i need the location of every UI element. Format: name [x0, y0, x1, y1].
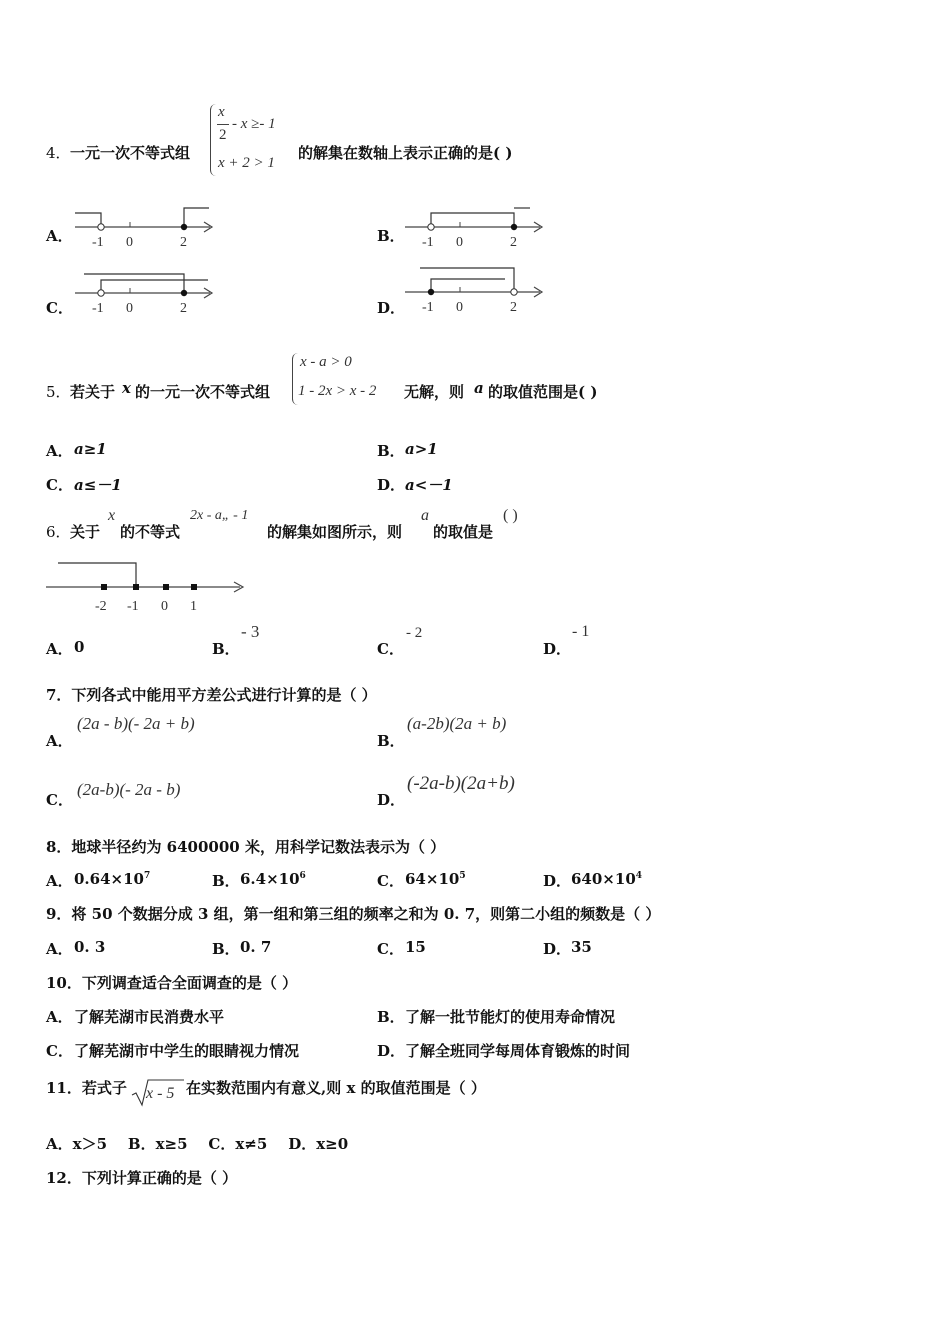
q10-option-a-text: 了解芜湖市民消费水平	[74, 1008, 225, 1026]
q7-option-d-label[interactable]: D．	[377, 791, 406, 809]
q6-stem-pre: 关于	[70, 523, 101, 541]
q4-option-b-number-line	[400, 202, 550, 252]
q7-option-c-label[interactable]: C．	[46, 791, 73, 809]
q8-option-a-label[interactable]: A．	[46, 872, 73, 890]
q10-option-c-text: 了解芜湖市中学生的眼睛视力情况	[74, 1042, 300, 1060]
q8-option-b-label[interactable]: B．	[212, 872, 240, 890]
q4-frac-den: 2	[219, 127, 227, 143]
q8d-exp: 4	[635, 871, 643, 881]
q5-option-b-label[interactable]: B．	[377, 442, 405, 460]
q6-option-b-text: - 3	[241, 622, 260, 641]
q5-number: 5．	[46, 383, 71, 401]
q10-option-c-label[interactable]: C．	[46, 1042, 73, 1060]
q5-sys-line1: x - a > 0	[300, 354, 352, 370]
q5-option-a-label[interactable]: A．	[46, 442, 73, 460]
q8b-exp: 6	[299, 871, 306, 881]
q7-option-b-label[interactable]: B．	[377, 732, 405, 750]
q5-var-x: x	[122, 379, 131, 397]
q8a-base: 0.64×10	[74, 870, 144, 888]
q4c-tick-2: 2	[180, 301, 187, 316]
q6-option-a-label[interactable]: A．	[46, 640, 73, 658]
q5-option-c-text: a≤－1	[74, 476, 122, 494]
q7-option-b-expr: (a-2b)(2a + b)	[407, 714, 507, 733]
q10-option-d-text: 了解全班同学每周体育锻炼的时间	[405, 1042, 631, 1060]
q10-option-a-label[interactable]: A．	[46, 1008, 73, 1026]
q9-option-c-label[interactable]: C．	[377, 940, 404, 958]
q6-option-d-label[interactable]: D．	[543, 640, 572, 658]
q5-option-b-text: a>1	[405, 440, 438, 458]
q9-option-c-text: 15	[405, 938, 426, 956]
q4-option-b-label[interactable]: B．	[377, 227, 405, 245]
q6-tick-neg2: -2	[95, 599, 107, 614]
q4-option-c-label[interactable]: C．	[46, 299, 73, 317]
q4-frac-bar	[217, 124, 229, 125]
q4b-tick-neg1: -1	[422, 235, 434, 250]
q7-option-d-expr: (-2a-b)(2a+b)	[407, 773, 515, 794]
q4c-tick-neg1: -1	[92, 301, 104, 316]
q10-stem: 10．下列调查适合全面调查的是（ ）	[46, 974, 298, 992]
q4a-tick-2: 2	[180, 235, 187, 250]
q6-answer-paren: ( )	[503, 507, 518, 524]
q6-option-a-text: 0	[74, 638, 85, 656]
q8-option-b-value	[240, 870, 306, 888]
q8c-base: 64×10	[405, 870, 460, 888]
q6-stem-post1: 的解集如图所示，则	[267, 523, 403, 541]
q11-options: A．x＞5 B．x≥5 C．x≠5 D．x≥0	[46, 1135, 349, 1153]
q4b-tick-2: 2	[510, 235, 517, 250]
q4d-tick-0: 0	[456, 300, 463, 315]
q4a-tick-neg1: -1	[92, 235, 104, 250]
q12-stem: 12．下列计算正确的是（ ）	[46, 1169, 238, 1187]
q4-stem-post: 的解集在数轴上表示正确的是( )	[298, 144, 513, 162]
q4-sys-line1: - x ≥- 1	[232, 116, 276, 132]
q9-option-b-text: 0. 7	[240, 938, 272, 956]
q4-number: 4．	[46, 144, 71, 162]
q8-option-c-value	[405, 870, 466, 888]
q9-stem: 9．将 50 个数据分成 3 组，第一组和第三组的频率之和为 0. 7，则第二小组的频数是（ ）	[46, 905, 661, 923]
q10-option-b-text: 了解一批节能灯的使用寿命情况	[405, 1008, 616, 1026]
q9-option-d-label[interactable]: D．	[543, 940, 572, 958]
q11-radicand: x - 5	[146, 1085, 175, 1102]
q7-stem: 7．下列各式中能用平方差公式进行计算的是（ ）	[46, 686, 377, 704]
q8-stem: 8．地球半径约为 6400000 米，用科学记数法表示为（ ）	[46, 838, 446, 856]
q8d-base: 640×10	[571, 870, 636, 888]
q9-option-b-label[interactable]: B．	[212, 940, 240, 958]
q6-option-d-text: - 1	[572, 623, 590, 640]
q4d-tick-neg1: -1	[422, 300, 434, 315]
q5-option-d-label[interactable]: D．	[377, 476, 406, 494]
q8-option-d-label[interactable]: D．	[543, 872, 572, 890]
q8-option-c-label[interactable]: C．	[377, 872, 404, 890]
q6-var-a: a	[421, 507, 429, 524]
q6-stem-post2: 的取值是	[433, 523, 494, 541]
q11-stem-pre: 11．若式子	[46, 1079, 127, 1097]
q5-var-a: a	[474, 379, 484, 397]
q4-option-d-label[interactable]: D．	[377, 299, 406, 317]
q6-tick-1: 1	[190, 599, 197, 614]
q4a-tick-0: 0	[126, 235, 133, 250]
q6-number-line	[40, 555, 250, 617]
q4-option-d-number-line	[400, 262, 550, 318]
q4-option-c-number-line	[70, 268, 220, 318]
q7-option-c-expr: (2a-b)(- 2a - b)	[77, 780, 181, 799]
q6-option-b-label[interactable]: B．	[212, 640, 240, 658]
q10-option-b-label[interactable]: B．	[377, 1008, 405, 1026]
q10-option-d-label[interactable]: D．	[377, 1042, 406, 1060]
q6-tick-0: 0	[161, 599, 168, 614]
q8-option-d-value	[571, 870, 642, 888]
q5-option-d-text: a<－1	[405, 476, 453, 494]
q5-option-c-label[interactable]: C．	[46, 476, 73, 494]
q5-stem-mid: 的一元一次不等式组	[135, 383, 271, 401]
q5-stem-post1: 无解，则	[404, 383, 465, 401]
q4-frac-num: x	[218, 104, 225, 120]
q4b-tick-0: 0	[456, 235, 463, 250]
q9-option-a-label[interactable]: A．	[46, 940, 73, 958]
q6-inequality: 2x - a„ - 1	[190, 508, 249, 523]
q8a-exp: 7	[143, 871, 151, 881]
q8-option-a-value	[74, 870, 150, 888]
q6-tick-neg1: -1	[127, 599, 139, 614]
q4-system-brace	[210, 104, 217, 176]
q5-option-a-text: a≥1	[74, 440, 107, 458]
q6-var-x: x	[108, 507, 116, 524]
q4-stem-pre: 一元一次不等式组	[70, 144, 191, 162]
q4d-tick-2: 2	[510, 300, 517, 315]
q7-option-a-label[interactable]: A．	[46, 732, 73, 750]
q8b-base: 6.4×10	[240, 870, 300, 888]
q4-sys-line2: x + 2 > 1	[218, 155, 275, 171]
q6-option-c-label[interactable]: C．	[377, 640, 404, 658]
q6-number: 6．	[46, 523, 71, 541]
q5-stem-post2: 的取值范围是( )	[488, 383, 598, 401]
q9-option-d-text: 35	[571, 938, 592, 956]
q7-option-a-expr: (2a - b)(- 2a + b)	[77, 714, 195, 733]
q8c-exp: 5	[459, 871, 466, 881]
q5-stem-pre: 若关于	[70, 383, 116, 401]
q6-option-c-text: - 2	[406, 625, 423, 641]
q5-sys-line2: 1 - 2x > x - 2	[298, 383, 377, 399]
q9-option-a-text: 0. 3	[74, 938, 106, 956]
q11-stem-post: 在实数范围内有意义,则 x 的取值范围是（ ）	[186, 1079, 486, 1097]
q4-option-a-label[interactable]: A．	[46, 227, 73, 245]
q6-stem-mid: 的不等式	[120, 523, 181, 541]
q4-option-a-number-line	[70, 202, 220, 252]
q4c-tick-0: 0	[126, 301, 133, 316]
